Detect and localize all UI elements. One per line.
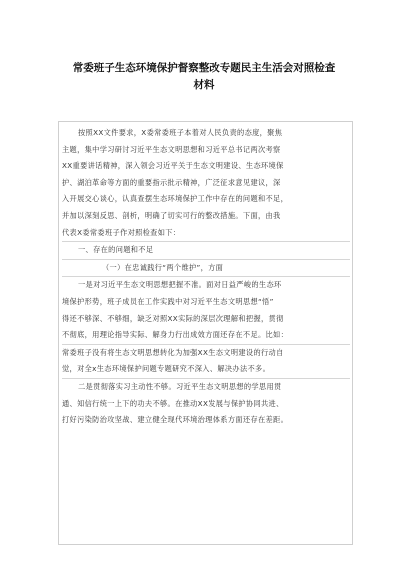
body-line: 主题，集中学习研讨习近平生态文明思想和习近平总书记两次考察 bbox=[62, 144, 281, 154]
body-line: XX重要讲话精神，深入领会习近平关于生态文明建设、生态环境保 bbox=[62, 161, 284, 171]
body-line: 并加以深刻反思、剖析，明确了切实可行的整改措施。下面，由我 bbox=[62, 210, 281, 220]
body-line: 不彻底，用理论指导实际、解身力行出成效方面还存在不足。比如： bbox=[62, 327, 350, 345]
body-line: 入开展交心谈心，认真查摆生态环境保护工作中存在的问题和不足， bbox=[62, 194, 289, 204]
body-line: 通、知信行统一上下的功夫不够。在推动XX发展与保护协同共进、 bbox=[62, 398, 284, 408]
body-line: 常委班子没有将生态文明思想转化为加强XX生态文明建设的行动自 bbox=[62, 347, 284, 357]
body-line: 得还不够深、不够细，缺乏对照XX实际的深层次理解和把握，贯彻 bbox=[62, 313, 284, 323]
body-line: 觉，对全x生态环境保护问题专题研究不深入、解决办法不多。 bbox=[62, 361, 350, 379]
document-body bbox=[62, 125, 350, 429]
section-heading: 一、存在的问题和不足 bbox=[62, 242, 350, 260]
subsection-heading: （一）在忠诚践行“两个维护”，方面 bbox=[62, 260, 350, 278]
body-line: 护、湖泊革命等方面的重要指示批示精神，广泛征求意见建议，深 bbox=[62, 177, 281, 187]
document-title-line-1: 常委班子生态环境保护督察整改专题民主生活会对照检查 bbox=[72, 62, 336, 74]
body-line: 一是对习近平生态文明思想把握不准。面对日益严峻的生态环 bbox=[78, 280, 282, 290]
body-line: 二是贯彻落实习主动性不够。习近平生态文明思想的学思用贯 bbox=[78, 381, 282, 391]
body-line: 打好污染防治攻坚战、建立健全现代环境治理体系方面还存在差距。 bbox=[62, 415, 289, 425]
body-line: 境保护形势，班子成员在工作实践中对习近平生态文明思想“悟” bbox=[62, 296, 274, 306]
body-line: 按照XX文件要求，X委常委班子本着对人民负责的态度，聚焦 bbox=[78, 128, 283, 137]
document-title-line-2: 材料 bbox=[193, 79, 215, 91]
body-line: 代表X委常委班子作对照检查如下： bbox=[62, 225, 350, 243]
document-title bbox=[40, 60, 368, 94]
